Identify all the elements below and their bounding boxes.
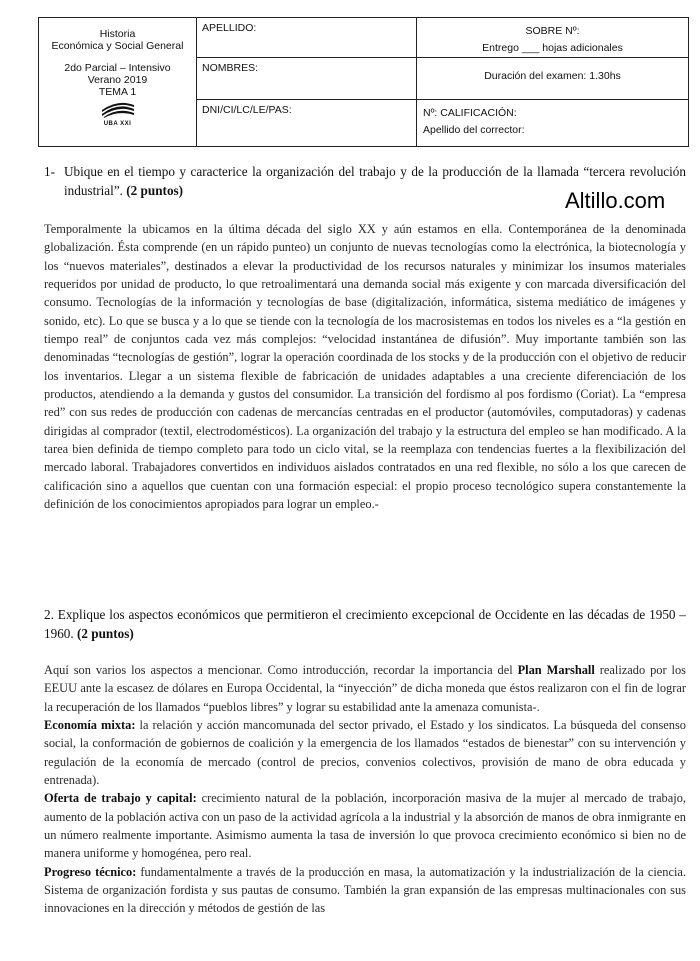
subject-line-1: Historia	[99, 28, 136, 40]
exam-type: 2do Parcial – Intensivo	[64, 62, 171, 74]
sobre-label: SOBRE Nº:	[525, 25, 580, 37]
apellido-label: APELLIDO:	[202, 22, 257, 34]
question-1-points: (2 puntos)	[126, 183, 184, 198]
question-1	[44, 162, 686, 200]
uba-xxi-logo-text: UBA XXI	[103, 121, 132, 127]
dni-cell[interactable]	[197, 100, 417, 147]
question-2	[44, 605, 686, 643]
subject-line-2: Económica y Social General	[51, 40, 184, 52]
uba-xxi-logo-icon	[100, 100, 136, 118]
question-1-number: 1-	[44, 164, 55, 179]
answer-2-intro	[44, 661, 686, 716]
progreso-title: Progreso técnico:	[44, 864, 137, 879]
plan-marshall-term: Plan Marshall	[517, 663, 595, 677]
question-2-text: Explique los aspectos económicos que permitieron el crecimiento excepcional de Occidente en las décadas de 1950 – 1960.	[44, 607, 686, 641]
answer-1: Temporalmente la ubicamos en la última década del siglo XX y aún estamos en ella. Contemporánea de la denominada globalización. Ésta comprende (en un rápido punteo) un conjunto de nuevas tecnologías como la electrónica, la biotecnología y los “nuevos materiales”, destinados a elevar la productividad de los recursos naturales y minimizar los insumos materiales requeridos por unidad de producto, lo que retroalimentará una demanda social más exigente y con marcada diversificación del consumo. Tecnologías de la información y tecnologías de base (digitalización, informática, sistema mediático de imágenes y sonido, etc). Lo que se busca y a lo que se tiende con la tecnología de los macrosistemas en todos los niveles es a “la gestión en tiempo real” de conjuntos cada vez más complejos: “velocidad instantánea de difusión”. Muy importante también son las denominadas “tecnologías de gestión”, lograr la operación coordinada de los stocks y de la producción con el objetivo de reducir los inventarios. Llegar a un sistema flexible de fabricación de unidades adaptables a una creciente diferenciación de los productos, atendiendo a la demanda y gustos del consumidor. La transición del fordismo al pos fordismo (Coriat). La “empresa red” con sus redes de producción con cadenas de mercancías centradas en el productor (automóviles, computadoras) y cadenas dirigidas al comprador (textil, electrodomésticos). La organización del trabajo y la estructura del empleo se han modificado. A la tarea bien definida de tiempo completo para todo un ciclo vital, se la reemplaza con tendencias fuertes a la flexibilización del mercado laboral. Trabajadores convertidos en individuos aislados contratados en una red flexible, no sólo a los que carecen de calificación sino a aquellos que cuentan con una formación especial: el propio proceso tecnológico supera constantemente la definición de los conocimientos apropiados para lograr un empleo.-	[44, 222, 686, 512]
oferta-title: Oferta de trabajo y capital:	[44, 791, 197, 806]
nombres-label: NOMBRES:	[202, 62, 259, 74]
answer-2	[44, 661, 686, 918]
progreso-paragraph	[44, 863, 686, 918]
institution-cell	[39, 18, 197, 147]
economia-mixta-title: Economía mixta:	[44, 718, 136, 733]
calificacion-cell[interactable]	[417, 100, 689, 147]
entrego-text: Entrego ___ hojas adicionales	[482, 42, 623, 54]
sobre-cell[interactable]	[417, 18, 689, 58]
economia-mixta-paragraph	[44, 716, 686, 789]
duracion-text: Duración del examen: 1.30hs	[484, 70, 621, 82]
exam-header-table	[38, 17, 689, 147]
economia-mixta-text: la relación y acción mancomunada del sector privado, el Estado y los sindicatos. La búsqueda del consenso social, la conformación de gobiernos de coalición y la emergencia de los llamados “estados de bienestar” con su intervención y regulación de la economía de mercado (control de precios, convenios colectivos, provisión de mano de obra educada y entrenada).	[44, 718, 686, 788]
progreso-text: fundamentalmente a través de la producción en masa, la automatización y la industrialización de la ciencia. Sistema de organización fordista y sus pautas de consumo. También la gran expansión de las empresas multinacionales con sus innovaciones en la dirección y métodos de gestión de las	[44, 864, 686, 916]
intro-text-a: Aquí son varios los aspectos a mencionar. Como introducción, recordar la importancia del	[44, 663, 518, 677]
calificacion-label: Nº: CALIFICACIÓN:	[423, 107, 517, 119]
intro-text-b: realizado por los EEUU ante la escasez de dólares en Europa Occidental, la “inyección” de dicha moneda que éstos realizaron con el fin de lograr la recuperación de los llamados “pueblos libres” y lograr su estabilidad ante la amenaza comunista-.	[44, 663, 686, 714]
question-2-number: 2.	[44, 607, 54, 622]
duracion-cell	[417, 58, 689, 100]
exam-period: Verano 2019	[87, 74, 148, 86]
exam-theme: TEMA 1	[98, 86, 137, 98]
question-1-text: Ubique en el tiempo y caracterice la organización del trabajo y de la producción de la llamada “tercera revolución industrial”.	[64, 164, 686, 198]
question-2-points: (2 puntos)	[76, 626, 134, 641]
oferta-text: crecimiento natural de la población, incorporación masiva de la mujer al mercado de trabajo, aumento de la población activa con un paso de la actividad agrícola a la industrial y la absorción de manos de obra inmigrante en un número realmente importante. Asimismo aumenta la tasa de inversión lo que provoca crecimiento económico si bien no de manera uniforme y homogénea, pero real.	[44, 791, 686, 861]
nombres-cell[interactable]	[197, 58, 417, 100]
altillo-watermark: Altillo.com	[565, 188, 666, 213]
corrector-label: Apellido del corrector:	[423, 124, 525, 136]
apellido-cell[interactable]	[197, 18, 417, 58]
dni-label: DNI/CI/LC/LE/PAS:	[202, 104, 292, 116]
oferta-paragraph	[44, 789, 686, 862]
